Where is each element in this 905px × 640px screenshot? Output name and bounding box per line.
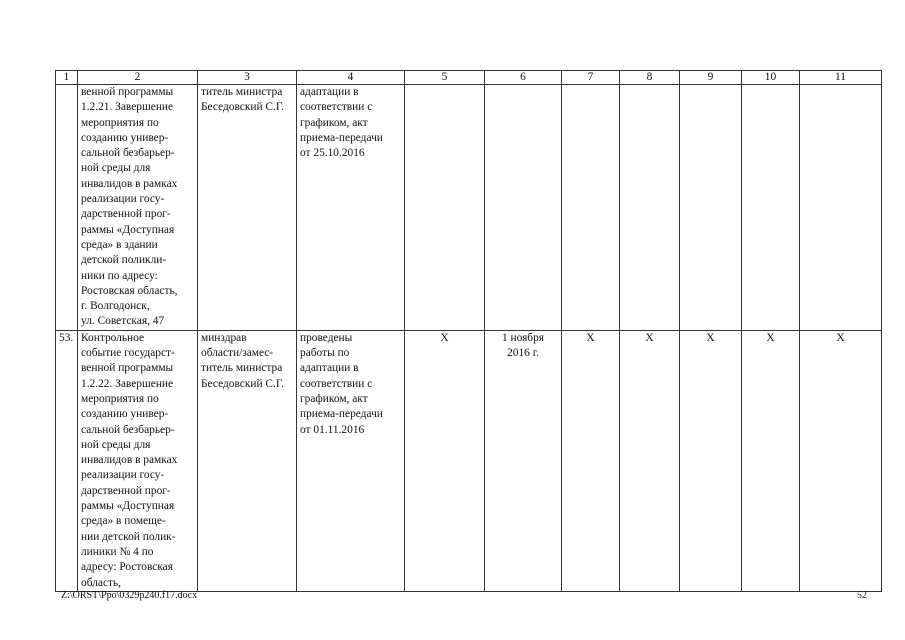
event-name-cell: венной программы 1.2.21. Завершение мероприятия по созданию универ- сальной безбарьер- ной среды для инвалидов в рамках реализации госу- дарственной прог- раммы «Доступная среда» в здании детской поликли- ники по адресу: Ростовская область, г. Волгодонск, ул. Советская, 47 <box>78 85 198 331</box>
data-table <box>55 70 882 592</box>
table-row <box>56 330 882 591</box>
responsible-cell: титель министра Беседовский С.Г. <box>198 85 297 331</box>
table-cell: X <box>680 330 742 591</box>
column-header: 9 <box>680 71 742 85</box>
table-cell <box>405 85 485 331</box>
column-header: 4 <box>297 71 405 85</box>
table-cell <box>680 85 742 331</box>
row-number-cell: 53. <box>56 330 78 591</box>
table-cell <box>800 85 882 331</box>
column-header: 11 <box>800 71 882 85</box>
table-cell <box>485 85 562 331</box>
column-header: 10 <box>742 71 800 85</box>
table-cell <box>620 85 680 331</box>
page-number: 52 <box>857 590 867 601</box>
table-cell: X <box>405 330 485 591</box>
header-row <box>56 71 882 85</box>
column-header: 5 <box>405 71 485 85</box>
column-header: 6 <box>485 71 562 85</box>
column-header: 3 <box>198 71 297 85</box>
column-header: 7 <box>562 71 620 85</box>
table-cell: X <box>800 330 882 591</box>
responsible-cell: минздрав области/замес- титель министра Беседовский С.Г. <box>198 330 297 591</box>
table-cell <box>742 85 800 331</box>
column-header: 8 <box>620 71 680 85</box>
table-cell: X <box>620 330 680 591</box>
column-header: 2 <box>78 71 198 85</box>
row-number-cell <box>56 85 78 331</box>
column-header: 1 <box>56 71 78 85</box>
event-name-cell: Контрольное событие государст- венной программы 1.2.22. Завершение мероприятия по созданию универ- сальной безбарьер- ной среды для инвалидов в рамках реализации госу- дарственной прог- раммы «Доступная среда» в помеще- нии детской полик- линики № 4 по адресу: Ростовская область, <box>78 330 198 591</box>
footer-file-path: Z:\ORST\Ppo\0329p240.f17.docx <box>61 590 198 601</box>
table-cell <box>562 85 620 331</box>
table-cell: X <box>742 330 800 591</box>
result-cell: проведены работы по адаптации в соответствии с графиком, акт приема-передачи от 01.11.2016 <box>297 330 405 591</box>
table-row <box>56 85 882 331</box>
result-cell: адаптации в соответствии с графиком, акт приема-передачи от 25.10.2016 <box>297 85 405 331</box>
date-cell: 1 ноября 2016 г. <box>485 330 562 591</box>
table-cell: X <box>562 330 620 591</box>
